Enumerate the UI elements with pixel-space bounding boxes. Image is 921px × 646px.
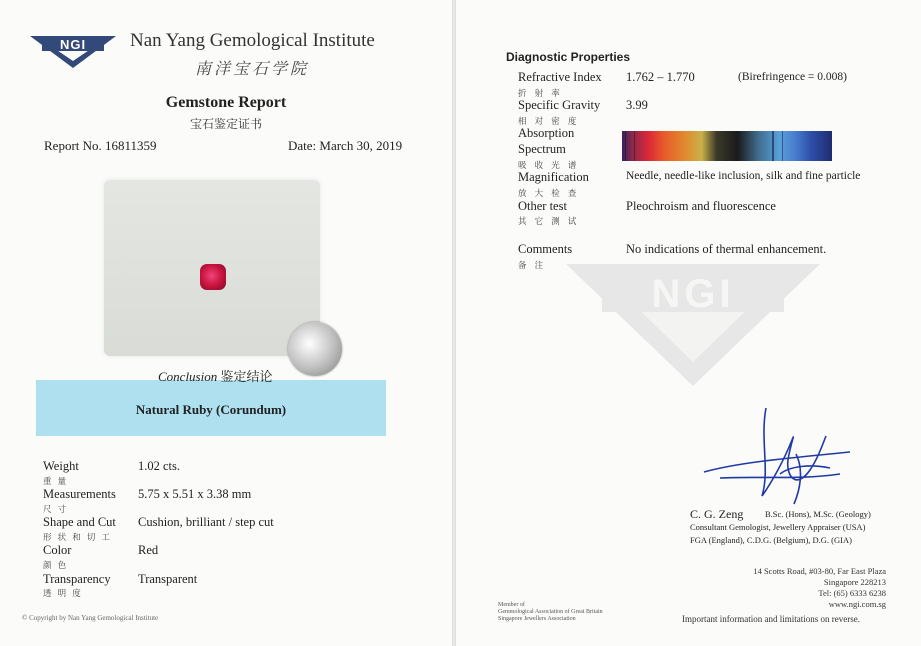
conclusion-result: Natural Ruby (Corundum) [135,402,287,417]
transparency-label-cn: 透 明 度 [43,588,83,598]
report-title: Gemstone Report [165,94,287,111]
diagnostic-heading: Diagnostic Properties [506,50,631,64]
transparency-label: Transparency [43,572,111,586]
shape-cut-label-cn: 形 状 和 切 工 [43,532,113,542]
signer-degrees: B.Sc. (Hons), M.Sc. (Geology) [765,509,871,519]
refractive-index-label-cn: 折 射 率 [518,88,563,98]
member-of: Member of [498,602,525,608]
signature-image [700,400,870,510]
institute-name-cn: 南洋宝石学院 [195,61,310,78]
spectrum-label: Spectrum [518,142,566,156]
color-value: Red [138,543,159,557]
important-notice: Important information and limitations on reverse. [682,614,860,624]
measurements-label: Measurements [43,487,116,501]
report-number: Report No. 16811359 [44,138,157,153]
magnification-label-cn: 放 大 检 查 [518,188,580,198]
signer-name: C. G. Zeng [690,507,744,521]
specific-gravity-label-cn: 相 对 密 度 [518,116,580,126]
birefringence-value: (Birefringence = 0.008) [738,71,847,83]
color-label-cn: 颜 色 [43,560,69,570]
institute-name: Nan Yang Gemological Institute [130,30,375,51]
measurements-label-cn: 尺 寸 [43,504,69,514]
logo-text: NGI [59,37,87,52]
comments-label-cn: 备 注 [518,260,547,270]
other-test-value: Pleochroism and fluorescence [626,199,776,213]
absorption-label-cn: 吸 收 光 谱 [518,160,580,170]
comments-label: Comments [518,242,573,256]
member-gagb: Gemmological Association of Great Britain [498,609,603,615]
weight-label-cn: 重 量 [43,476,69,486]
member-sja: Singapore Jewellers Association [498,616,576,622]
shape-cut-value: Cushion, brilliant / step cut [138,515,274,529]
specific-gravity-label: Specific Gravity [518,98,601,112]
ngi-watermark-logo [562,258,824,388]
other-test-label-cn: 其 它 测 试 [518,216,580,226]
magnification-value: Needle, needle-like inclusion, silk and fine particle [626,170,861,182]
conclusion-label [158,366,273,385]
absorption-spectrum-image [622,131,832,161]
report-date: Date: March 30, 2019 [288,138,403,153]
address-website: www.ngi.com.sg [828,599,886,609]
specific-gravity-value: 3.99 [626,98,648,112]
page-fold [452,0,456,646]
weight-value: 1.02 cts. [138,459,181,473]
transparency-value: Transparent [138,572,198,586]
measurements-value: 5.75 x 5.51 x 3.38 mm [138,487,252,501]
other-test-label: Other test [518,199,567,213]
signer-title: Consultant Gemologist, Jewellery Appraiser (USA) [690,522,866,532]
ruby-gem-image [200,264,226,290]
color-label: Color [43,543,72,557]
signer-qualifications: FGA (England), C.D.G. (Belgium), D.G. (GIA) [690,535,852,545]
address-city: Singapore 228213 [823,577,886,587]
hologram-seal-icon [288,322,342,376]
address-street: 14 Scotts Road, #03-80, Far East Plaza [753,566,886,576]
report-title-cn: 宝石鉴定证书 [189,117,262,131]
absorption-label: Absorption [518,126,575,140]
comments-value: No indications of thermal enhancement. [626,242,827,256]
weight-label: Weight [43,459,79,473]
ngi-logo [28,30,118,70]
conclusion-label-en: Conclusion [158,369,218,384]
conclusion-label-cn: 鉴定结论 [220,369,273,384]
address-tel: Tel: (65) 6333 6238 [818,588,886,598]
copyright-text: © Copyright by Nan Yang Gemological Institute [22,614,159,622]
svg-text:NGI: NGI [651,272,735,316]
refractive-index-label: Refractive Index [518,70,602,84]
magnification-label: Magnification [518,170,589,184]
refractive-index-value: 1.762 – 1.770 [626,70,695,84]
shape-cut-label: Shape and Cut [43,515,116,529]
